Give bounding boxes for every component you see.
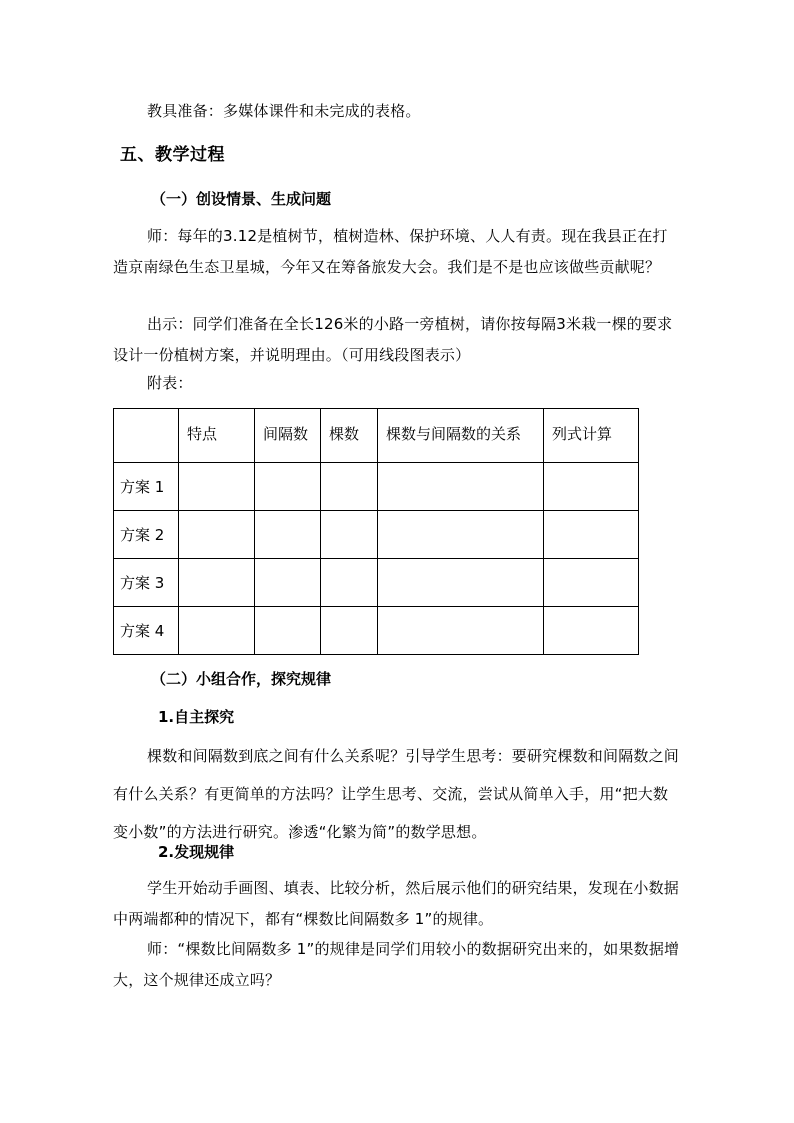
sub2-heading: 2.发现规律 bbox=[158, 843, 235, 861]
table-cell bbox=[321, 559, 378, 607]
materials-text: 教具准备：多媒体课件和未完成的表格。 bbox=[147, 102, 421, 120]
plan-table bbox=[113, 408, 639, 655]
table-cell bbox=[179, 463, 255, 511]
table-header-row bbox=[114, 409, 639, 463]
table-cell bbox=[544, 607, 639, 655]
table-cell bbox=[255, 559, 321, 607]
table-cell bbox=[321, 607, 378, 655]
table-header-relation: 棵数与间隔数的关系 bbox=[378, 409, 544, 463]
table-cell bbox=[255, 511, 321, 559]
sub1-text: 棵数和间隔数到底之间有什么关系呢？引导学生思考：要研究棵数和间隔数之间有什么关系？有更简单的方法吗？让学生思考、交流，尝试从简单入手，用“把大数变小数”的方法进行研究。渗透“化繁为简”的数学思想。 bbox=[113, 747, 680, 841]
table-cell bbox=[378, 607, 544, 655]
sub2-text-1: 学生开始动手画图、填表、比较分析，然后展示他们的研究结果，发现在小数据中两端都种的情况下，都有“棵数比间隔数多 1”的规律。 bbox=[113, 879, 680, 928]
table-caption: 附表： bbox=[147, 374, 193, 392]
part2-heading: （二）小组合作，探究规律 bbox=[151, 670, 332, 688]
table-header-features: 特点 bbox=[179, 409, 255, 463]
table-cell bbox=[544, 511, 639, 559]
table-cell bbox=[544, 463, 639, 511]
table-cell bbox=[321, 463, 378, 511]
table-row-label: 方案 2 bbox=[114, 511, 179, 559]
table-cell bbox=[179, 511, 255, 559]
table-row bbox=[114, 559, 639, 607]
table-cell bbox=[255, 607, 321, 655]
table-cell bbox=[378, 463, 544, 511]
table-row bbox=[114, 511, 639, 559]
table-cell bbox=[179, 559, 255, 607]
table-cell bbox=[179, 607, 255, 655]
part1-paragraph-1: 师：每年的3.12是植树节，植树造林、保护环境、人人有责。现在我县正在打造京南绿色生态卫星城，今年又在筹备旅发大会。我们是不是也应该做些贡献呢？ bbox=[113, 227, 668, 276]
table-header-intervals: 间隔数 bbox=[255, 409, 321, 463]
part1-paragraph-2: 出示：同学们准备在全长126米的小路一旁植树，请你按每隔3米栽一棵的要求设计一份植树方案，并说明理由。（可用线段图表示） bbox=[113, 315, 673, 364]
table-header-empty bbox=[114, 409, 179, 463]
table-row-label: 方案 4 bbox=[114, 607, 179, 655]
table-cell bbox=[378, 511, 544, 559]
table-cell bbox=[255, 463, 321, 511]
table-row-label: 方案 3 bbox=[114, 559, 179, 607]
table-header-tree-count: 棵数 bbox=[321, 409, 378, 463]
table-cell bbox=[321, 511, 378, 559]
part1-heading: （一）创设情景、生成问题 bbox=[151, 190, 332, 208]
table-row bbox=[114, 463, 639, 511]
section-heading: 五、教学过程 bbox=[120, 145, 225, 165]
table-cell bbox=[544, 559, 639, 607]
table-row-label: 方案 1 bbox=[114, 463, 179, 511]
table-cell bbox=[378, 559, 544, 607]
table-row bbox=[114, 607, 639, 655]
sub2-text-2: 师：“棵数比间隔数多 1”的规律是同学们用较小的数据研究出来的，如果数据增大，这个规律还成立吗？ bbox=[113, 940, 680, 989]
sub1-heading: 1.自主探究 bbox=[158, 708, 235, 726]
table-header-calculation: 列式计算 bbox=[544, 409, 639, 463]
